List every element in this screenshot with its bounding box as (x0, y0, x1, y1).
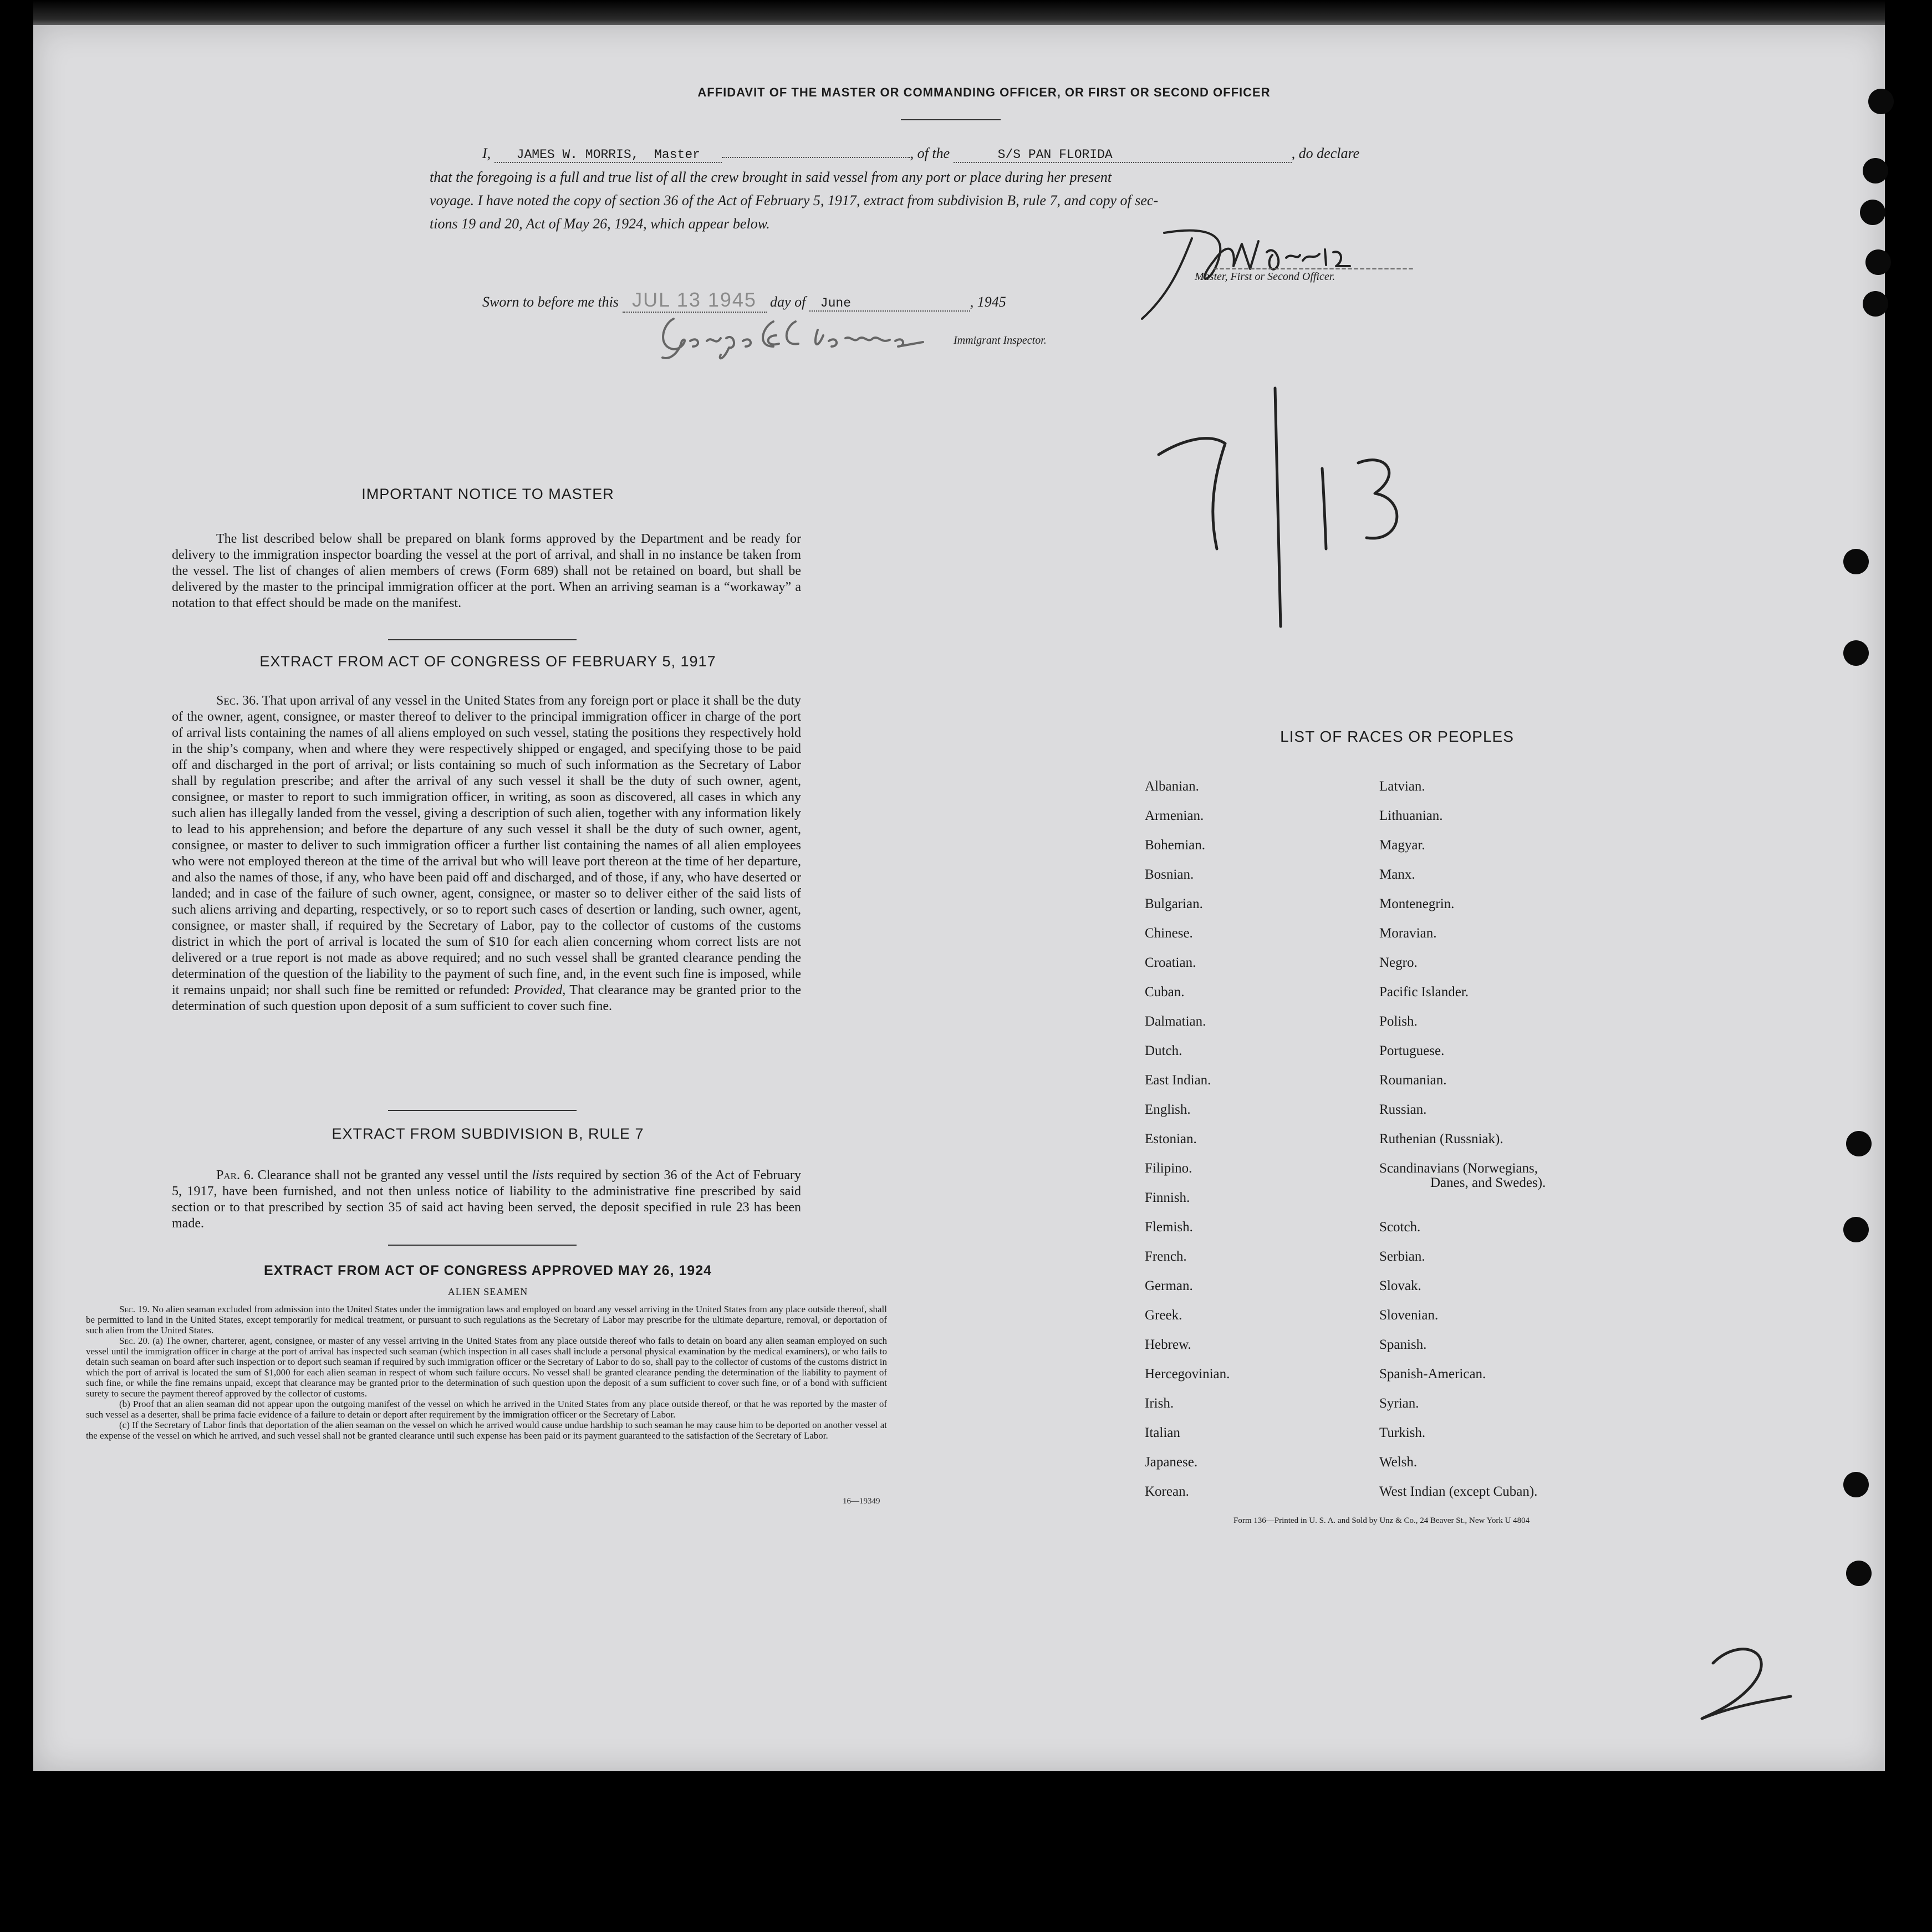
punch-hole (1865, 249, 1891, 275)
sec-36-text-end: That clearance may be granted prior to the determination of such question upon deposit of a sum sufficient to cover such fine. (172, 983, 801, 1013)
race-item: Chinese. (1145, 926, 1193, 941)
extract-1924-title: EXTRACT FROM ACT OF CONGRESS APPROVED MAY 26, 1924 (263, 1263, 712, 1278)
race-item: Portuguese. (1379, 1043, 1445, 1058)
race-item: Scandinavians (Norwegians, (1379, 1161, 1538, 1176)
punch-hole (1843, 1472, 1869, 1497)
race-item: Croatian. (1145, 955, 1196, 970)
master-rank: Master (654, 147, 700, 162)
rule-7-body (172, 1168, 801, 1232)
sec-20b-paragraph: (b) Proof that an alien seaman did not appear upon the outgoing manifest of the vessel on which he arrived in the United States from any place outside thereof, or that he was reported by the master of such vessel as a deserter, shall be prima facie evidence of a failure to detain or deport after requirement by the immigration officer or the Secretary of Labor. (86, 1399, 887, 1420)
title-rule (901, 119, 1001, 120)
race-item: Lithuanian. (1379, 808, 1443, 823)
race-item: English. (1145, 1102, 1191, 1117)
punch-hole (1860, 200, 1885, 225)
sec-20a-paragraph (86, 1335, 887, 1399)
affidavit-line-4: tions 19 and 20, Act of May 26, 1924, which appear below. (430, 216, 770, 232)
par-6-label: Par. 6. (216, 1168, 254, 1182)
affidavit-line-1 (482, 145, 1475, 163)
race-item: Albanian. (1145, 779, 1199, 794)
notice-title: IMPORTANT NOTICE TO MASTER (361, 486, 614, 502)
race-item: Bosnian. (1145, 867, 1194, 882)
race-item: Greek. (1145, 1308, 1182, 1323)
par-6-paragraph (172, 1168, 801, 1232)
race-item: Spanish. (1379, 1337, 1427, 1352)
vessel-name: S/S PAN FLORIDA (997, 147, 1113, 162)
master-officer-caption: Master, First or Second Officer. (1195, 271, 1335, 283)
day-of-label: day of (770, 294, 806, 310)
race-item: Welsh. (1379, 1455, 1418, 1470)
race-item: Japanese. (1145, 1455, 1198, 1470)
race-item: Slovenian. (1379, 1308, 1439, 1323)
sec-36-label: Sec. 36. (216, 694, 259, 708)
master-name: JAMES W. MORRIS, (516, 147, 639, 162)
extract-1917-title: EXTRACT FROM ACT OF CONGRESS OF FEBRUARY 5, 1917 (259, 653, 716, 670)
punch-hole (1863, 291, 1888, 317)
race-item: Flemish. (1145, 1220, 1193, 1235)
race-item: Turkish. (1379, 1425, 1426, 1440)
race-item: West Indian (except Cuban). (1379, 1484, 1538, 1499)
sec-19-text: No alien seaman excluded from admission into the United States under the immigration laws and employed on board any vessel arriving in the United States from any place outside thereof, shall be permitted to land in the United States, except temporarily for medical treatment, or pursuant to such regulations as the Secretary of Labor may prescribe for the ultimate departure, removal, or deportation of such alien from the United States. (86, 1304, 887, 1335)
inspector-caption: Immigrant Inspector. (954, 334, 1047, 346)
race-item: Pacific Islander. (1379, 985, 1469, 1000)
affidavit-line-3: voyage. I have noted the copy of section 36 of the Act of February 5, 1917, extract from subdivision B, rule 7, and copy of sec- (430, 192, 1159, 208)
race-item: Armenian. (1145, 808, 1204, 823)
race-item: Dutch. (1145, 1043, 1182, 1058)
master-name-field (495, 147, 722, 163)
race-item: Montenegrin. (1379, 896, 1455, 911)
punch-hole (1863, 158, 1888, 183)
race-item: Dalmatian. (1145, 1014, 1206, 1029)
sworn-label: Sworn to before me this (482, 294, 619, 310)
section-rule (388, 1245, 577, 1246)
section-rule (388, 639, 577, 640)
race-item: Hercegovinian. (1145, 1367, 1230, 1382)
race-item: Scotch. (1379, 1220, 1421, 1235)
handwritten-page-number (1680, 1641, 1802, 1724)
section-rule (388, 1110, 577, 1111)
form-code: 16—19349 (843, 1497, 880, 1506)
sec-20a-text: (a) The owner, charterer, agent, consignee, or master of any vessel arriving in the United States from any place outside thereof who fails to detain on board any alien seaman employed on such vessel until the immigration officer in charge at the port of arrival has inspected such seaman (which inspection in all cases shall include a personal physical examination by the medical examiners), or who fails to detain such seaman on board after such inspection or to deport such seaman if required by such immigration officer or the Secretary of Labor to do so, shall pay to the collector of customs of the customs district in which the port of arrival is located the sum of $1,000 for each alien seaman in respect of whom such failure occurs. No vessel shall be granted clearance pending the determination of the liability to payment of such fine, or while the fine remains unpaid, except that clearance may be granted prior to the determination of such question upon the deposit of a sum sufficient to cover such fine, or of a bond with sufficient surety to secure the payment thereof approved by the collector of customs. (86, 1335, 887, 1399)
punch-hole (1843, 1217, 1869, 1242)
of-the-label: , of the (910, 145, 950, 161)
i-label: I, (482, 145, 491, 161)
handwritten-date-mark (1148, 383, 1414, 638)
race-item: Danes, and Swedes). (1430, 1175, 1546, 1190)
race-item: Korean. (1145, 1484, 1189, 1499)
race-item: German. (1145, 1278, 1193, 1293)
month-value: June (820, 296, 852, 310)
race-item: Slovak. (1379, 1278, 1421, 1293)
race-item: Bulgarian. (1145, 896, 1203, 911)
punch-hole (1868, 89, 1894, 114)
race-item: Negro. (1379, 955, 1418, 970)
race-item: Hebrew. (1145, 1337, 1191, 1352)
provided-word: Provided, (514, 983, 566, 997)
race-item: Manx. (1379, 867, 1415, 882)
sec-19-label: Sec. 19. (119, 1304, 150, 1314)
date-stamp: JUL 13 1945 (632, 288, 757, 311)
race-item: Polish. (1379, 1014, 1418, 1029)
race-item: Filipino. (1145, 1161, 1192, 1176)
race-item: Magyar. (1379, 838, 1425, 853)
vessel-field (954, 147, 1292, 163)
par-6-text: Clearance shall not be granted any vessel until the (257, 1168, 528, 1182)
alien-seamen-subtitle: ALIEN SEAMEN (447, 1286, 528, 1297)
sec-20c-paragraph: (c) If the Secretary of Labor finds that deportation of the alien seaman on the vessel on which he arrived would cause undue hardship to such seaman he may cause him to be deported on another vessel at the expense of the vessel on which he arrived, and such vessel shall not be granted clearance until such expense has been paid or its payment guaranteed to the satisfaction of the Secretary of Labor. (86, 1420, 887, 1441)
race-item: French. (1145, 1249, 1187, 1264)
punch-hole (1843, 549, 1869, 574)
extract-1924-body (86, 1304, 887, 1441)
year-label: , 1945 (970, 294, 1006, 310)
race-item: Moravian. (1379, 926, 1437, 941)
form-footer: Form 136—Printed in U. S. A. and Sold by Unz & Co., 24 Beaver St., New York U 4804 (1233, 1516, 1530, 1525)
name-dots (722, 157, 910, 158)
race-item: Russian. (1379, 1102, 1427, 1117)
race-item: Roumanian. (1379, 1073, 1447, 1088)
race-item: Syrian. (1379, 1396, 1419, 1411)
race-item: Latvian. (1379, 779, 1425, 794)
race-item: Estonian. (1145, 1131, 1197, 1146)
race-item: Spanish-American. (1379, 1367, 1486, 1382)
affidavit-title: AFFIDAVIT OF THE MASTER OR COMMANDING OFFICER, OR FIRST OR SECOND OFFICER (697, 85, 1271, 99)
punch-hole (1846, 1561, 1872, 1586)
race-item: East Indian. (1145, 1073, 1211, 1088)
races-title: LIST OF RACES OR PEOPLES (1280, 728, 1514, 745)
sec-19-paragraph (86, 1304, 887, 1335)
rule-7-title: EXTRACT FROM SUBDIVISION B, RULE 7 (332, 1125, 644, 1142)
inspector-signature (651, 308, 962, 363)
race-item: Cuban. (1145, 985, 1185, 1000)
race-item: Serbian. (1379, 1249, 1425, 1264)
race-item: Bohemian. (1145, 838, 1206, 853)
sec-20-label: Sec. 20. (119, 1335, 150, 1346)
par-6-text-end: required by section 36 of the Act of February 5, 1917, have been furnished, and not then unless notice of liability to the administrative fine prescribed by said section or to that prescribed by section 35 of said act having been served, the deposit specified in rule 23 has been made. (172, 1168, 802, 1231)
punch-hole (1843, 640, 1869, 666)
lists-word: lists (532, 1168, 554, 1182)
race-item: Finnish. (1145, 1190, 1190, 1205)
sec-36-text: That upon arrival of any vessel in the United States from any foreign port or place it shall be the duty of the owner, agent, consignee, or master thereof to deliver to the principal immigration officer in charge of the port of arrival lists containing the names of all aliens employed on such vessel, stating the positions they respectively hold in the ship’s company, when and where they were respectively shipped or engaged, and specifying those to be paid off and discharged in the port of arrival; or lists containing so much of such information as the Secretary of Labor shall by regulation prescribe; and after the arrival of any such vessel it shall be the duty of such owner, agent, consignee, or master to report to such immigration officer, in writing, as soon as discovered, all cases in which any such alien has illegally landed from the vessel, giving a description of such alien, together with any information likely to lead to his apprehension; and before the departure of any such vessel it shall be the duty of such owner, agent, consignee, or master to deliver to such immigration officer a further list containing the names of all alien employees who were not employed thereon at the time of the arrival but who will leave port thereon at the time of her departure, and also the names of those, if any, who have been paid off and discharged, and of those, if any, who have deserted or landed; and in case of the failure of such owner, agent, consignee, or master so to deliver either of the said lists of such aliens arriving and departing, respectively, or so to report such cases of desertion or landing, such owner, agent, consignee, or master shall, if required by the Secretary of Labor, pay to the collector of customs of the customs district in which the port of arrival is located the sum of $10 for each alien concerning whom correct lists are not delivered or a true report is not made as above required; and no such vessel shall be granted clearance pending the determination of the question of the liability to the payment of such fine, and, in the event such fine is imposed, while it remains unpaid; nor shall such fine be remitted or refunded: (172, 694, 802, 997)
race-item: Italian (1145, 1425, 1180, 1440)
race-item: Ruthenian (Russniak). (1379, 1131, 1503, 1146)
punch-hole (1846, 1131, 1872, 1156)
race-item: Irish. (1145, 1396, 1174, 1411)
notice-body (172, 531, 801, 611)
do-declare-label: , do declare (1291, 145, 1360, 161)
notice-text: The list described below shall be prepared on blank forms approved by the Department and be ready for delivery to the immigration inspector boarding the vessel at the port of arrival, and shall in no instance be taken from the vessel. The list of changes of alien members of crews (Form 689) shall not be retained on board, but shall be delivered by the master to the principal immigration officer at the port. When an arriving seaman is a “workaway” a notation to that effect should be made on the manifest. (172, 532, 801, 610)
extract-1917-body (172, 693, 801, 1015)
affidavit-line-2: that the foregoing is a full and true list of all the crew brought in said vessel from any port or place during her present (430, 169, 1112, 185)
sec-36-paragraph (172, 693, 801, 1015)
